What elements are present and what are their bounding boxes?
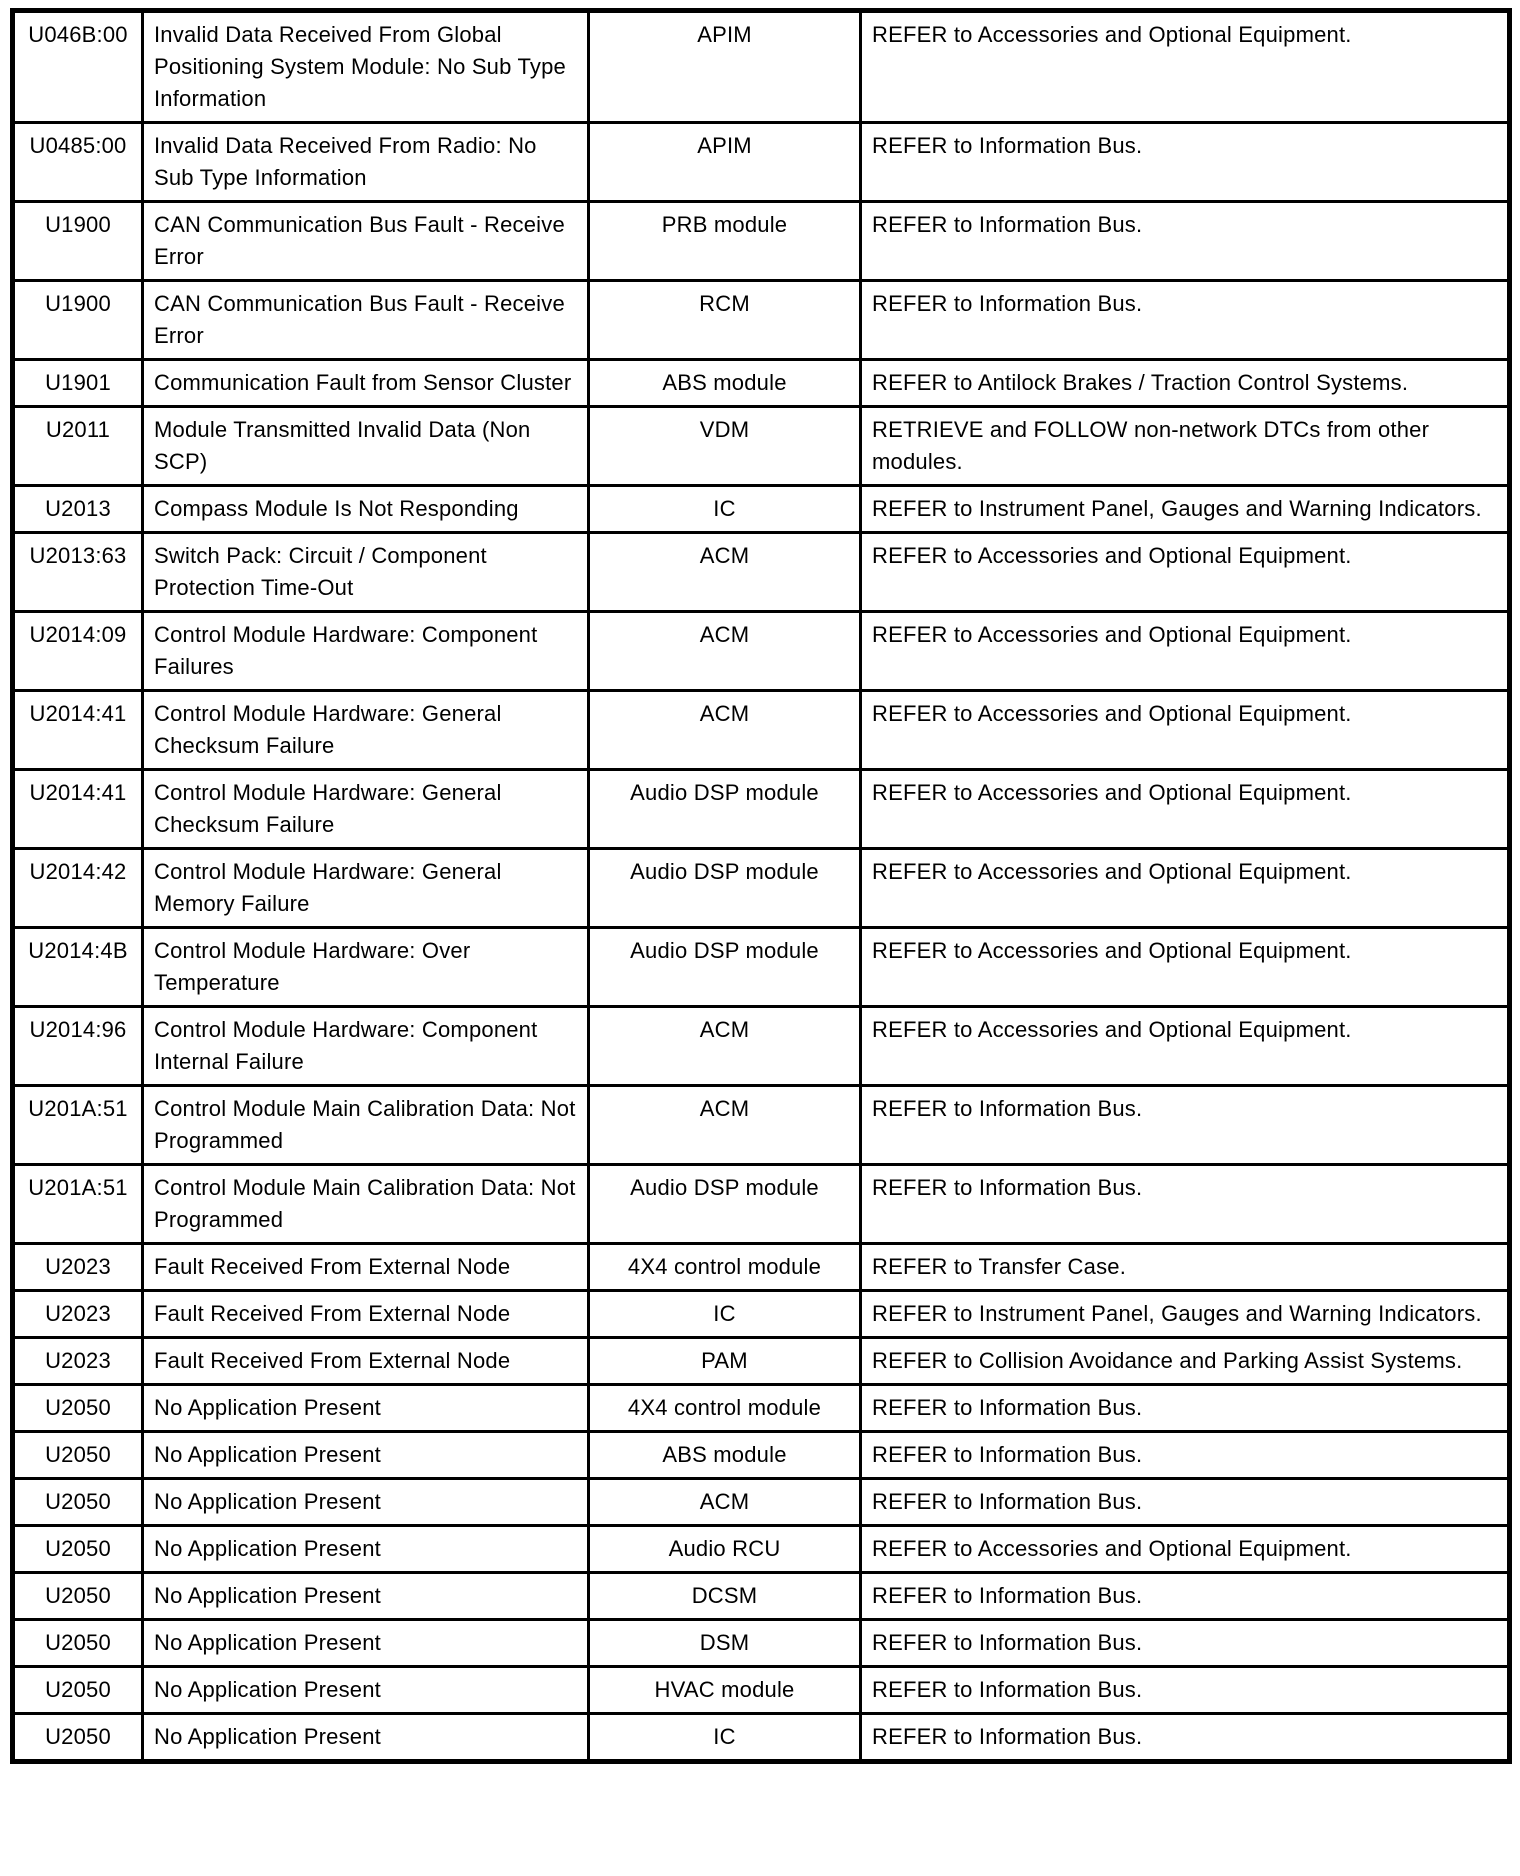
dtc-code-cell: U2050 (13, 1526, 143, 1573)
dtc-module-cell: ACM (589, 1086, 861, 1165)
dtc-module-cell: IC (589, 486, 861, 533)
dtc-code-cell: U2050 (13, 1479, 143, 1526)
dtc-code-cell: U2014:42 (13, 849, 143, 928)
dtc-code-cell: U2014:41 (13, 770, 143, 849)
dtc-module-cell: PAM (589, 1338, 861, 1385)
dtc-action-cell: REFER to Instrument Panel, Gauges and Warning Indicators. (861, 486, 1510, 533)
table-row (13, 928, 1510, 1007)
dtc-code-cell: U046B:00 (13, 11, 143, 123)
dtc-code-cell: U2023 (13, 1291, 143, 1338)
dtc-action-cell: REFER to Information Bus. (861, 1667, 1510, 1714)
table-row (13, 1714, 1510, 1762)
dtc-action-cell: REFER to Information Bus. (861, 202, 1510, 281)
dtc-code-cell: U201A:51 (13, 1086, 143, 1165)
dtc-action-cell: REFER to Information Bus. (861, 1165, 1510, 1244)
dtc-action-cell: REFER to Information Bus. (861, 1620, 1510, 1667)
table-row (13, 1385, 1510, 1432)
dtc-action-cell: REFER to Information Bus. (861, 1714, 1510, 1762)
dtc-module-cell: ACM (589, 612, 861, 691)
table-row (13, 1086, 1510, 1165)
dtc-module-cell: 4X4 control module (589, 1385, 861, 1432)
dtc-action-cell: REFER to Information Bus. (861, 1573, 1510, 1620)
table-row (13, 849, 1510, 928)
table-row (13, 11, 1510, 123)
dtc-code-cell: U2050 (13, 1714, 143, 1762)
dtc-action-cell: REFER to Information Bus. (861, 1086, 1510, 1165)
dtc-description-cell: Control Module Main Calibration Data: Not Programmed (143, 1086, 589, 1165)
dtc-description-cell: No Application Present (143, 1573, 589, 1620)
dtc-module-cell: VDM (589, 407, 861, 486)
table-row (13, 1620, 1510, 1667)
dtc-description-cell: Communication Fault from Sensor Cluster (143, 360, 589, 407)
dtc-description-cell: Control Module Hardware: Component Internal Failure (143, 1007, 589, 1086)
dtc-description-cell: CAN Communication Bus Fault - Receive Error (143, 281, 589, 360)
dtc-module-cell: Audio RCU (589, 1526, 861, 1573)
table-row (13, 123, 1510, 202)
dtc-description-cell: Control Module Hardware: General Checksum Failure (143, 770, 589, 849)
dtc-description-cell: Module Transmitted Invalid Data (Non SCP) (143, 407, 589, 486)
dtc-table (10, 8, 1512, 1764)
dtc-module-cell: ACM (589, 1479, 861, 1526)
dtc-code-cell: U1901 (13, 360, 143, 407)
dtc-action-cell: REFER to Accessories and Optional Equipment. (861, 612, 1510, 691)
dtc-module-cell: DCSM (589, 1573, 861, 1620)
dtc-description-cell: No Application Present (143, 1479, 589, 1526)
table-row (13, 202, 1510, 281)
dtc-table-body (13, 11, 1510, 1762)
table-row (13, 1526, 1510, 1573)
dtc-code-cell: U2023 (13, 1338, 143, 1385)
table-row (13, 612, 1510, 691)
dtc-module-cell: IC (589, 1714, 861, 1762)
table-row (13, 1667, 1510, 1714)
dtc-module-cell: Audio DSP module (589, 1165, 861, 1244)
dtc-module-cell: Audio DSP module (589, 770, 861, 849)
dtc-code-cell: U2050 (13, 1573, 143, 1620)
dtc-action-cell: REFER to Information Bus. (861, 123, 1510, 202)
dtc-module-cell: 4X4 control module (589, 1244, 861, 1291)
dtc-code-cell: U2013 (13, 486, 143, 533)
dtc-action-cell: REFER to Antilock Brakes / Traction Control Systems. (861, 360, 1510, 407)
dtc-action-cell: REFER to Information Bus. (861, 1432, 1510, 1479)
dtc-description-cell: CAN Communication Bus Fault - Receive Error (143, 202, 589, 281)
dtc-description-cell: Control Module Hardware: General Checksum Failure (143, 691, 589, 770)
dtc-action-cell: REFER to Accessories and Optional Equipment. (861, 928, 1510, 1007)
dtc-action-cell: REFER to Information Bus. (861, 1385, 1510, 1432)
dtc-module-cell: ABS module (589, 360, 861, 407)
table-row (13, 1479, 1510, 1526)
dtc-description-cell: Control Module Hardware: Over Temperature (143, 928, 589, 1007)
dtc-code-cell: U2050 (13, 1620, 143, 1667)
dtc-code-cell: U2050 (13, 1667, 143, 1714)
dtc-description-cell: No Application Present (143, 1714, 589, 1762)
dtc-module-cell: APIM (589, 11, 861, 123)
dtc-description-cell: No Application Present (143, 1526, 589, 1573)
dtc-description-cell: No Application Present (143, 1385, 589, 1432)
dtc-action-cell: REFER to Accessories and Optional Equipment. (861, 1526, 1510, 1573)
dtc-module-cell: RCM (589, 281, 861, 360)
dtc-description-cell: Fault Received From External Node (143, 1244, 589, 1291)
dtc-description-cell: No Application Present (143, 1667, 589, 1714)
table-row (13, 360, 1510, 407)
dtc-action-cell: REFER to Accessories and Optional Equipment. (861, 533, 1510, 612)
dtc-module-cell: ACM (589, 691, 861, 770)
dtc-module-cell: Audio DSP module (589, 849, 861, 928)
dtc-action-cell: REFER to Accessories and Optional Equipment. (861, 691, 1510, 770)
dtc-module-cell: HVAC module (589, 1667, 861, 1714)
table-row (13, 281, 1510, 360)
dtc-description-cell: Switch Pack: Circuit / Component Protection Time-Out (143, 533, 589, 612)
dtc-description-cell: No Application Present (143, 1620, 589, 1667)
table-row (13, 1338, 1510, 1385)
dtc-module-cell: ABS module (589, 1432, 861, 1479)
dtc-action-cell: REFER to Transfer Case. (861, 1244, 1510, 1291)
dtc-action-cell: REFER to Accessories and Optional Equipment. (861, 770, 1510, 849)
dtc-code-cell: U1900 (13, 202, 143, 281)
table-row (13, 1432, 1510, 1479)
dtc-description-cell: Control Module Hardware: Component Failures (143, 612, 589, 691)
dtc-module-cell: IC (589, 1291, 861, 1338)
dtc-action-cell: REFER to Accessories and Optional Equipment. (861, 1007, 1510, 1086)
dtc-action-cell: REFER to Collision Avoidance and Parking Assist Systems. (861, 1338, 1510, 1385)
dtc-action-cell: REFER to Information Bus. (861, 281, 1510, 360)
dtc-code-cell: U0485:00 (13, 123, 143, 202)
dtc-code-cell: U2014:4B (13, 928, 143, 1007)
dtc-description-cell: Fault Received From External Node (143, 1291, 589, 1338)
dtc-module-cell: ACM (589, 1007, 861, 1086)
dtc-code-cell: U201A:51 (13, 1165, 143, 1244)
table-row (13, 407, 1510, 486)
dtc-description-cell: Invalid Data Received From Global Positioning System Module: No Sub Type Information (143, 11, 589, 123)
dtc-code-cell: U2011 (13, 407, 143, 486)
dtc-code-cell: U2050 (13, 1432, 143, 1479)
dtc-code-cell: U1900 (13, 281, 143, 360)
dtc-module-cell: APIM (589, 123, 861, 202)
dtc-code-cell: U2014:41 (13, 691, 143, 770)
dtc-module-cell: PRB module (589, 202, 861, 281)
dtc-code-cell: U2014:09 (13, 612, 143, 691)
dtc-module-cell: ACM (589, 533, 861, 612)
dtc-action-cell: REFER to Instrument Panel, Gauges and Warning Indicators. (861, 1291, 1510, 1338)
table-row (13, 1573, 1510, 1620)
dtc-code-cell: U2050 (13, 1385, 143, 1432)
dtc-description-cell: Control Module Hardware: General Memory Failure (143, 849, 589, 928)
table-row (13, 1244, 1510, 1291)
dtc-description-cell: Invalid Data Received From Radio: No Sub Type Information (143, 123, 589, 202)
table-row (13, 1291, 1510, 1338)
dtc-description-cell: Control Module Main Calibration Data: Not Programmed (143, 1165, 589, 1244)
dtc-code-cell: U2013:63 (13, 533, 143, 612)
dtc-action-cell: REFER to Accessories and Optional Equipment. (861, 849, 1510, 928)
table-row (13, 770, 1510, 849)
table-row (13, 691, 1510, 770)
table-row (13, 533, 1510, 612)
dtc-description-cell: Compass Module Is Not Responding (143, 486, 589, 533)
table-row (13, 1165, 1510, 1244)
dtc-code-cell: U2023 (13, 1244, 143, 1291)
table-row (13, 486, 1510, 533)
dtc-description-cell: No Application Present (143, 1432, 589, 1479)
dtc-action-cell: REFER to Accessories and Optional Equipment. (861, 11, 1510, 123)
dtc-code-cell: U2014:96 (13, 1007, 143, 1086)
table-row (13, 1007, 1510, 1086)
dtc-action-cell: REFER to Information Bus. (861, 1479, 1510, 1526)
dtc-module-cell: DSM (589, 1620, 861, 1667)
dtc-description-cell: Fault Received From External Node (143, 1338, 589, 1385)
dtc-module-cell: Audio DSP module (589, 928, 861, 1007)
dtc-action-cell: RETRIEVE and FOLLOW non-network DTCs from other modules. (861, 407, 1510, 486)
